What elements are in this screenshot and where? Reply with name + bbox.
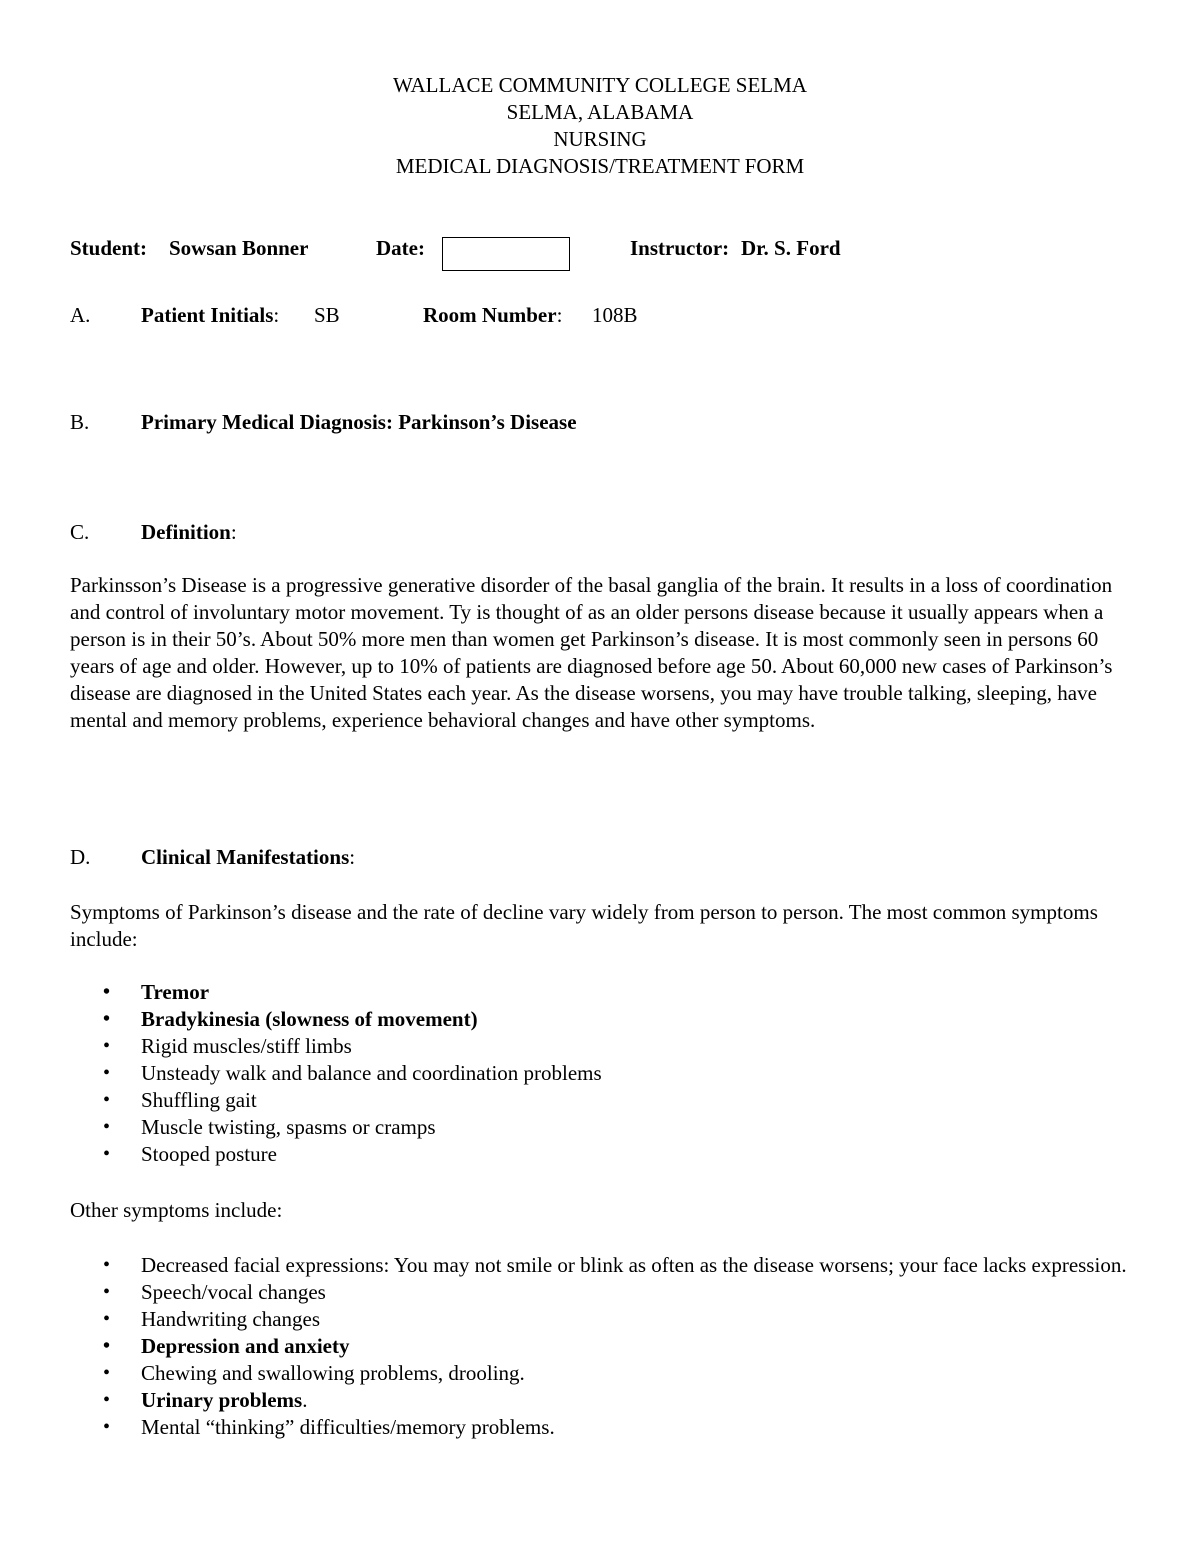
clinical-manifestations-heading [141, 844, 355, 871]
bullet-icon: • [103, 1416, 111, 1438]
clinical-manifestations-label: Clinical Manifestations [141, 845, 350, 869]
patient-initials-row [141, 302, 279, 329]
date-field[interactable] [442, 237, 570, 271]
list-item: • Bradykinesia (slowness of movement) [103, 1007, 478, 1031]
list-item: • Shuffling gait [103, 1088, 257, 1112]
definition-label: Definition [141, 520, 231, 544]
symptoms-intro: Symptoms of Parkinson’s disease and the rate of decline vary widely from person to person. The most common symptoms include: [70, 900, 1098, 951]
room-number-label: Room Number [423, 303, 557, 327]
definition-heading [141, 519, 237, 546]
patient-initials-colon: : [273, 303, 280, 327]
college-location: SELMA, ALABAMA [506, 100, 694, 124]
other-symptoms-intro: Other symptoms include: [70, 1198, 283, 1222]
instructor-label: Instructor: [630, 236, 730, 260]
bullet-icon: • [103, 1308, 111, 1330]
bullet-icon: • [103, 1089, 111, 1111]
section-a-letter: A. [70, 303, 91, 327]
bullet-icon: • [103, 1035, 111, 1057]
bullet-icon: • [103, 1062, 111, 1084]
section-d-letter: D. [70, 845, 91, 869]
list-item: • Speech/vocal changes [103, 1280, 326, 1304]
list-item: • Chewing and swallowing problems, drooling. [103, 1361, 525, 1385]
room-number-row [423, 302, 562, 329]
definition-colon: : [230, 520, 237, 544]
bullet-icon: • [103, 1116, 111, 1138]
list-item: • Muscle twisting, spasms or cramps [103, 1115, 436, 1139]
student-name: Sowsan Bonner [169, 236, 309, 260]
list-item: • Mental “thinking” difficulties/memory problems. [103, 1415, 555, 1439]
student-label: Student: [70, 236, 148, 260]
clinical-manifestations-colon: : [349, 845, 356, 869]
list-item: • Handwriting changes [103, 1307, 321, 1331]
patient-initials-value: SB [314, 303, 340, 327]
list-item: • Rigid muscles/stiff limbs [103, 1034, 352, 1058]
other-symptoms-list [70, 1252, 1140, 1441]
room-number-colon: : [556, 303, 563, 327]
list-item: • Unsteady walk and balance and coordination problems [103, 1061, 602, 1085]
bullet-icon: • [103, 1008, 111, 1030]
date-label: Date: [376, 236, 425, 260]
list-item: • Tremor [103, 980, 210, 1004]
section-b-letter: B. [70, 410, 90, 434]
form-header [0, 72, 1200, 180]
patient-initials-label: Patient Initials [141, 303, 274, 327]
instructor-name: Dr. S. Ford [741, 236, 841, 260]
list-item: • Urinary problems. [103, 1388, 308, 1412]
bullet-icon: • [103, 1143, 111, 1165]
room-number-value: 108B [592, 303, 638, 327]
common-symptoms-list [70, 979, 1140, 1168]
department-name: NURSING [553, 127, 647, 151]
bullet-icon: • [103, 1335, 111, 1357]
bullet-icon: • [103, 1389, 111, 1411]
college-name: WALLACE COMMUNITY COLLEGE SELMA [393, 73, 807, 97]
primary-diagnosis: Primary Medical Diagnosis: Parkinson’s Disease [141, 410, 577, 434]
section-c-letter: C. [70, 520, 90, 544]
bullet-icon: • [103, 1362, 111, 1384]
definition-text: Parkinsson’s Disease is a progressive generative disorder of the basal ganglia of the brain. It results in a loss of coordination and control of involuntary motor movement. Ty is thought of as an older persons disease because it usually appears when a person is in their 50’s. About 50% more men than women get Parkinson’s disease. It is most commonly seen in persons 60 years of age and older. However, up to 10% of patients are diagnosed before age 50. About 60,000 new cases of Parkinson’s disease are diagnosed in the United States each year. As the disease worsens, you may have trouble talking, sleeping, have mental and memory problems, experience behavioral changes and have other symptoms. [70, 573, 1113, 732]
bullet-icon: • [103, 981, 111, 1003]
list-item: • Depression and anxiety [103, 1334, 350, 1358]
list-item: • Stooped posture [103, 1142, 277, 1166]
bullet-icon: • [103, 1281, 111, 1303]
form-title: MEDICAL DIAGNOSIS/TREATMENT FORM [395, 154, 805, 178]
bullet-icon: • [103, 1254, 111, 1276]
list-item: • Decreased facial expressions: You may not smile or blink as often as the disease worsens; your face lacks expression. [103, 1253, 1127, 1277]
